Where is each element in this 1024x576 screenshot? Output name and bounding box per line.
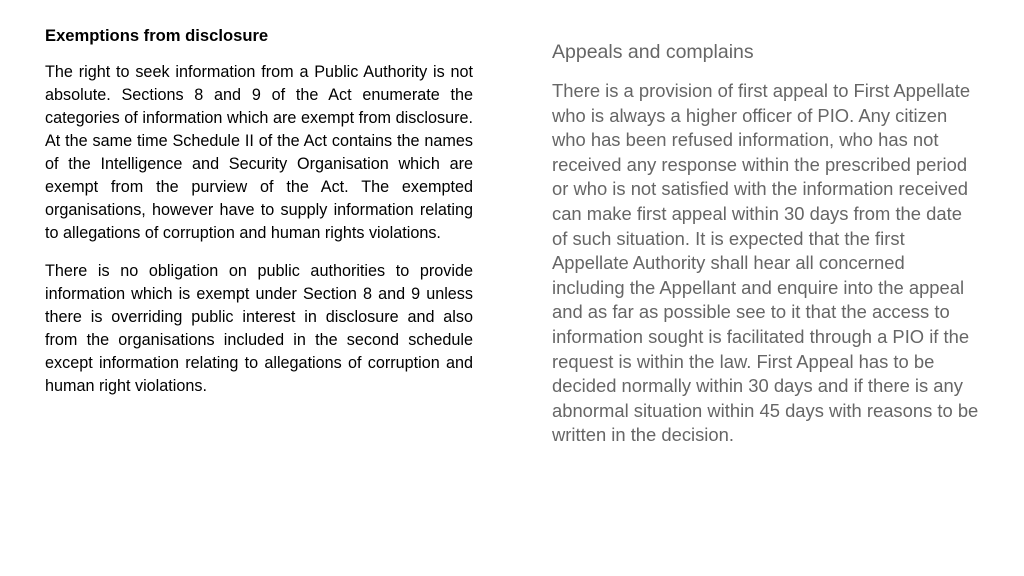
exemptions-section xyxy=(45,24,473,413)
appeals-heading: Appeals and complains xyxy=(552,41,754,63)
exemptions-paragraph-2: There is no obligation on public authorities to provide information which is exempt under Section 8 and 9 unless there is overriding public interest in disclosure and also from the organisations included in the second schedule except information relating to allegations of corruption and human right violations. xyxy=(45,262,473,395)
appeals-section xyxy=(552,39,982,448)
exemptions-paragraph-1: The right to seek information from a Public Authority is not absolute. Sections 8 and 9 of the Act enumerate the categories of information which are exempt from disclosure. At the same time Schedule II of the Act contains the names of the Intelligence and Security Organisation which are exempt from the purview of the Act. The exempted organisations, however have to supply information relating to allegations of corruption and human rights violations. xyxy=(45,63,473,242)
exemptions-heading: Exemptions from disclosure xyxy=(45,26,269,45)
appeals-paragraph: There is a provision of first appeal to First Appellate who is always a higher officer of PIO. Any citizen who has been refused information, who has not received any response within the prescribed period or who is not satisfied with the information received can make first appeal within 30 days from the date of such situation. It is expected that the first Appellate Authority shall hear all concerned including the Appellant and enquire into the appeal and as far as possible see to it that the access to information sought is facilitated through a PIO if the request is within the law. First Appeal has to be decided normally within 30 days and if there is any abnormal situation within 45 days with reasons to be written in the decision. xyxy=(552,80,979,446)
